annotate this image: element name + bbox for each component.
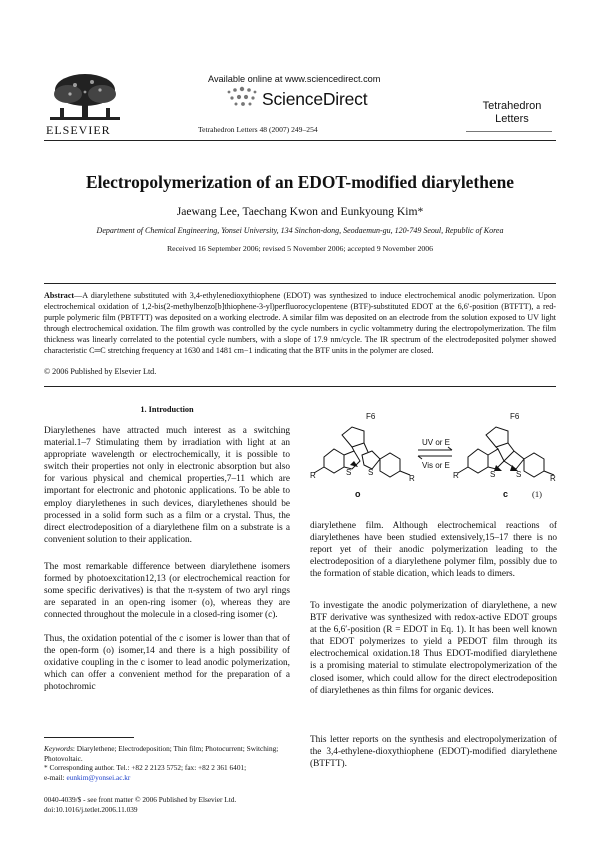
cyclopentene-ring-open [342, 427, 364, 447]
r-label-1: R [310, 471, 316, 480]
benzo-ring-right-closed [524, 453, 544, 477]
journal-citation: Tetrahedron Letters 48 (2007) 249–254 [198, 125, 318, 134]
journal-name [462, 100, 562, 126]
intro-paragraph-5-text: To investigate the anodic polymerization of diarylethene, a new BTF derivative was synthesized with redox-active EDOT groups at the 6,6′-position (R = EDOT in Eq. 1). It has been well known that EDOT polymerizes to yield a PEDOT film through its electrochemical oxidation.18 Thus EDOT-modified diarylethene is a promising material to stimulate electropolymerization of the closed isomer, which could allow for the direct electrodeposition of diarylethenes as thin films for organic devices. [310, 601, 557, 696]
front-matter [44, 795, 344, 814]
keywords [44, 744, 290, 763]
thiophene-right-open [362, 451, 380, 469]
intro-paragraph-6-text: This letter reports on the synthesis and electropolymerization of the 3,4-ethylene-dioxythiophene (EDOT)-modified diarylethene (BTFTT). [310, 735, 557, 770]
thiophene-right-closed [504, 451, 524, 469]
elsevier-tree-icon [40, 70, 130, 125]
cyclopentene-ring-closed [486, 427, 508, 447]
abstract [44, 291, 556, 356]
received-dates: Received 16 September 2006; revised 5 November 2006; accepted 9 November 2006 [166, 244, 434, 253]
doi-line: doi:10.1016/j.tetlet.2006.11.039 [44, 804, 138, 814]
intro-paragraph-6 [310, 734, 557, 770]
intro-paragraph-4 [310, 520, 557, 580]
email-line [44, 773, 290, 783]
intro-paragraph-2 [44, 561, 290, 621]
email-label: e-mail: [44, 772, 67, 782]
f6-label-closed: F6 [510, 412, 520, 421]
journal-name-line2: Letters [495, 113, 529, 125]
journal-name-line1: Tetrahedron [482, 100, 542, 112]
label-closed-isomer: c [503, 489, 509, 499]
intro-paragraph-1 [44, 425, 290, 546]
intro-paragraph-2-text: The most remarkable difference between diarylethene isomers formed by photoexcitation12,13 (or electrochemical reaction for some specific derivatives) is that the π-system of two aryl rings are separated in an open-ring isomer (o), whereas they are connected throughout the molecule in a closed-ring isomer (c). [44, 562, 290, 621]
email-link[interactable]: eunkim@yonsei.ac.kr [66, 772, 131, 782]
arrow-label-bottom: Vis or E [422, 461, 450, 470]
intro-paragraph-1-text: Diarylethenes have attracted much interest as a switching material.1–7 Stimulating them by irradiation with light at an appropriate wavelength or electrochemically, it is possible to switch their properties not only in electronic absorption but also for various physical and chemical properties,7–11 which are important for electronic and photonic applications. To be able to employ diarylethenes in such devices, diarylethenes should be processed in a solid form such as a film or a crystal. Thus, the direct electrodeposition of a diarylethene film on a substrate is a convenient solution to their application. [44, 426, 290, 545]
abstract-top-rule [44, 283, 556, 284]
s-label-1: S [346, 468, 352, 477]
equation-number: (1) [532, 489, 542, 499]
intro-paragraph-3 [44, 633, 290, 693]
arrow-label-top: UV or E [422, 438, 451, 447]
available-online-line: Available online at www.sciencedirect.com [208, 74, 381, 84]
keywords-text: : Diarylethene; Electrodeposition; Thin film; Photocurrent; Switching; Photovoltaic. [44, 744, 279, 763]
abstract-copyright: © 2006 Published by Elsevier Ltd. [44, 367, 157, 376]
journal-name-rule [466, 131, 552, 132]
r-label-3: R [453, 471, 459, 480]
benzo-ring-right-open [380, 453, 400, 477]
label-open-isomer: o [355, 489, 361, 499]
s-label-3: S [490, 470, 496, 479]
intro-paragraph-4-text: diarylethene film. Although electrochemical reactions of diarylethenes have been studied extensively,15–17 there is no report yet of their anodic polymerization leading to the electrodeposition of a diarylethene polymer film, possibly due to the formation of stable dication, which leads to dimers. [310, 521, 557, 580]
article-title: Electropolymerization of an EDOT-modified diarylethene [86, 172, 514, 192]
intro-paragraph-5 [310, 600, 557, 697]
footnotes [44, 744, 290, 782]
abstract-bottom-rule [44, 386, 556, 387]
reaction-scheme [310, 405, 557, 510]
affiliation: Department of Chemical Engineering, Yonsei University, 134 Sinchon-dong, Seodaemun-gu, 120-749 Seoul, Republic of Korea [96, 226, 504, 235]
abstract-label: Abstract [44, 291, 75, 300]
footnote-rule [44, 737, 134, 738]
author-list: Jaewang Lee, Taechang Kwon and Eunkyoung Kim* [176, 205, 424, 218]
r-label-4: R [550, 474, 556, 483]
corresponding-author: * Corresponding author. Tel.: +82 2 2123 5752; fax: +82 2 361 6401; [44, 763, 247, 773]
sciencedirect-dots-icon [225, 86, 261, 110]
benzo-ring-left-closed [468, 449, 488, 473]
abstract-text: —A diarylethene substituted with 3,4-ethylenedioxythiophene (EDOT) was synthesized to induce electrochemical anodic polymerization. Upon electrochemical oxidation of 1,2-bis(2-methylbenzo[b]thiophene-3-yl)perfluorocyclopentene (BTF)-substituted EDOT at the 6,6′-position (BTFTT), a red-purple polymeric film (PBTFTT) was deposited on a working electrode. A similar film was deposited on an electrode from the solution exposed to UV light through electrochemical oxidation. The film growth was controlled by the cycle numbers in cyclic voltammetry during the electropolymerization. The film thickness was linearly correlated to the potential cycle numbers, with a slope of 17.9 nm/cycle. The IR spectrum of the electrodeposited polymer showed characteristic C═C stretching frequency at 1630 and 1481 cm−1 indicating that the BTF units in the polymer are closed. [44, 291, 556, 355]
section-heading: 1. Introduction [140, 405, 194, 414]
thiophene-left-open [344, 451, 360, 469]
benzo-ring-left-open [324, 449, 344, 473]
keywords-label: Keywords [44, 744, 73, 753]
elsevier-logo [40, 70, 130, 125]
scheme-figure [310, 405, 557, 510]
publisher-name: ELSEVIER [46, 123, 111, 137]
intro-paragraph-3-text: Thus, the oxidation potential of the c isomer is lower than that of the open-form (o) isomer,14 and there is a high possibility of oxidative coupling in the c isomer to lead anodic polymerization, which can offer a convenient method for the preparation of a photochromic [44, 634, 290, 693]
s-label-2: S [368, 468, 374, 477]
f6-label-open: F6 [366, 412, 376, 421]
sciencedirect-logo-text: ScienceDirect [262, 89, 368, 109]
header-rule [44, 140, 556, 141]
s-label-4: S [516, 470, 522, 479]
issn-line: 0040-4039/$ - see front matter © 2006 Published by Elsevier Ltd. [44, 795, 237, 804]
r-label-2: R [409, 474, 415, 483]
